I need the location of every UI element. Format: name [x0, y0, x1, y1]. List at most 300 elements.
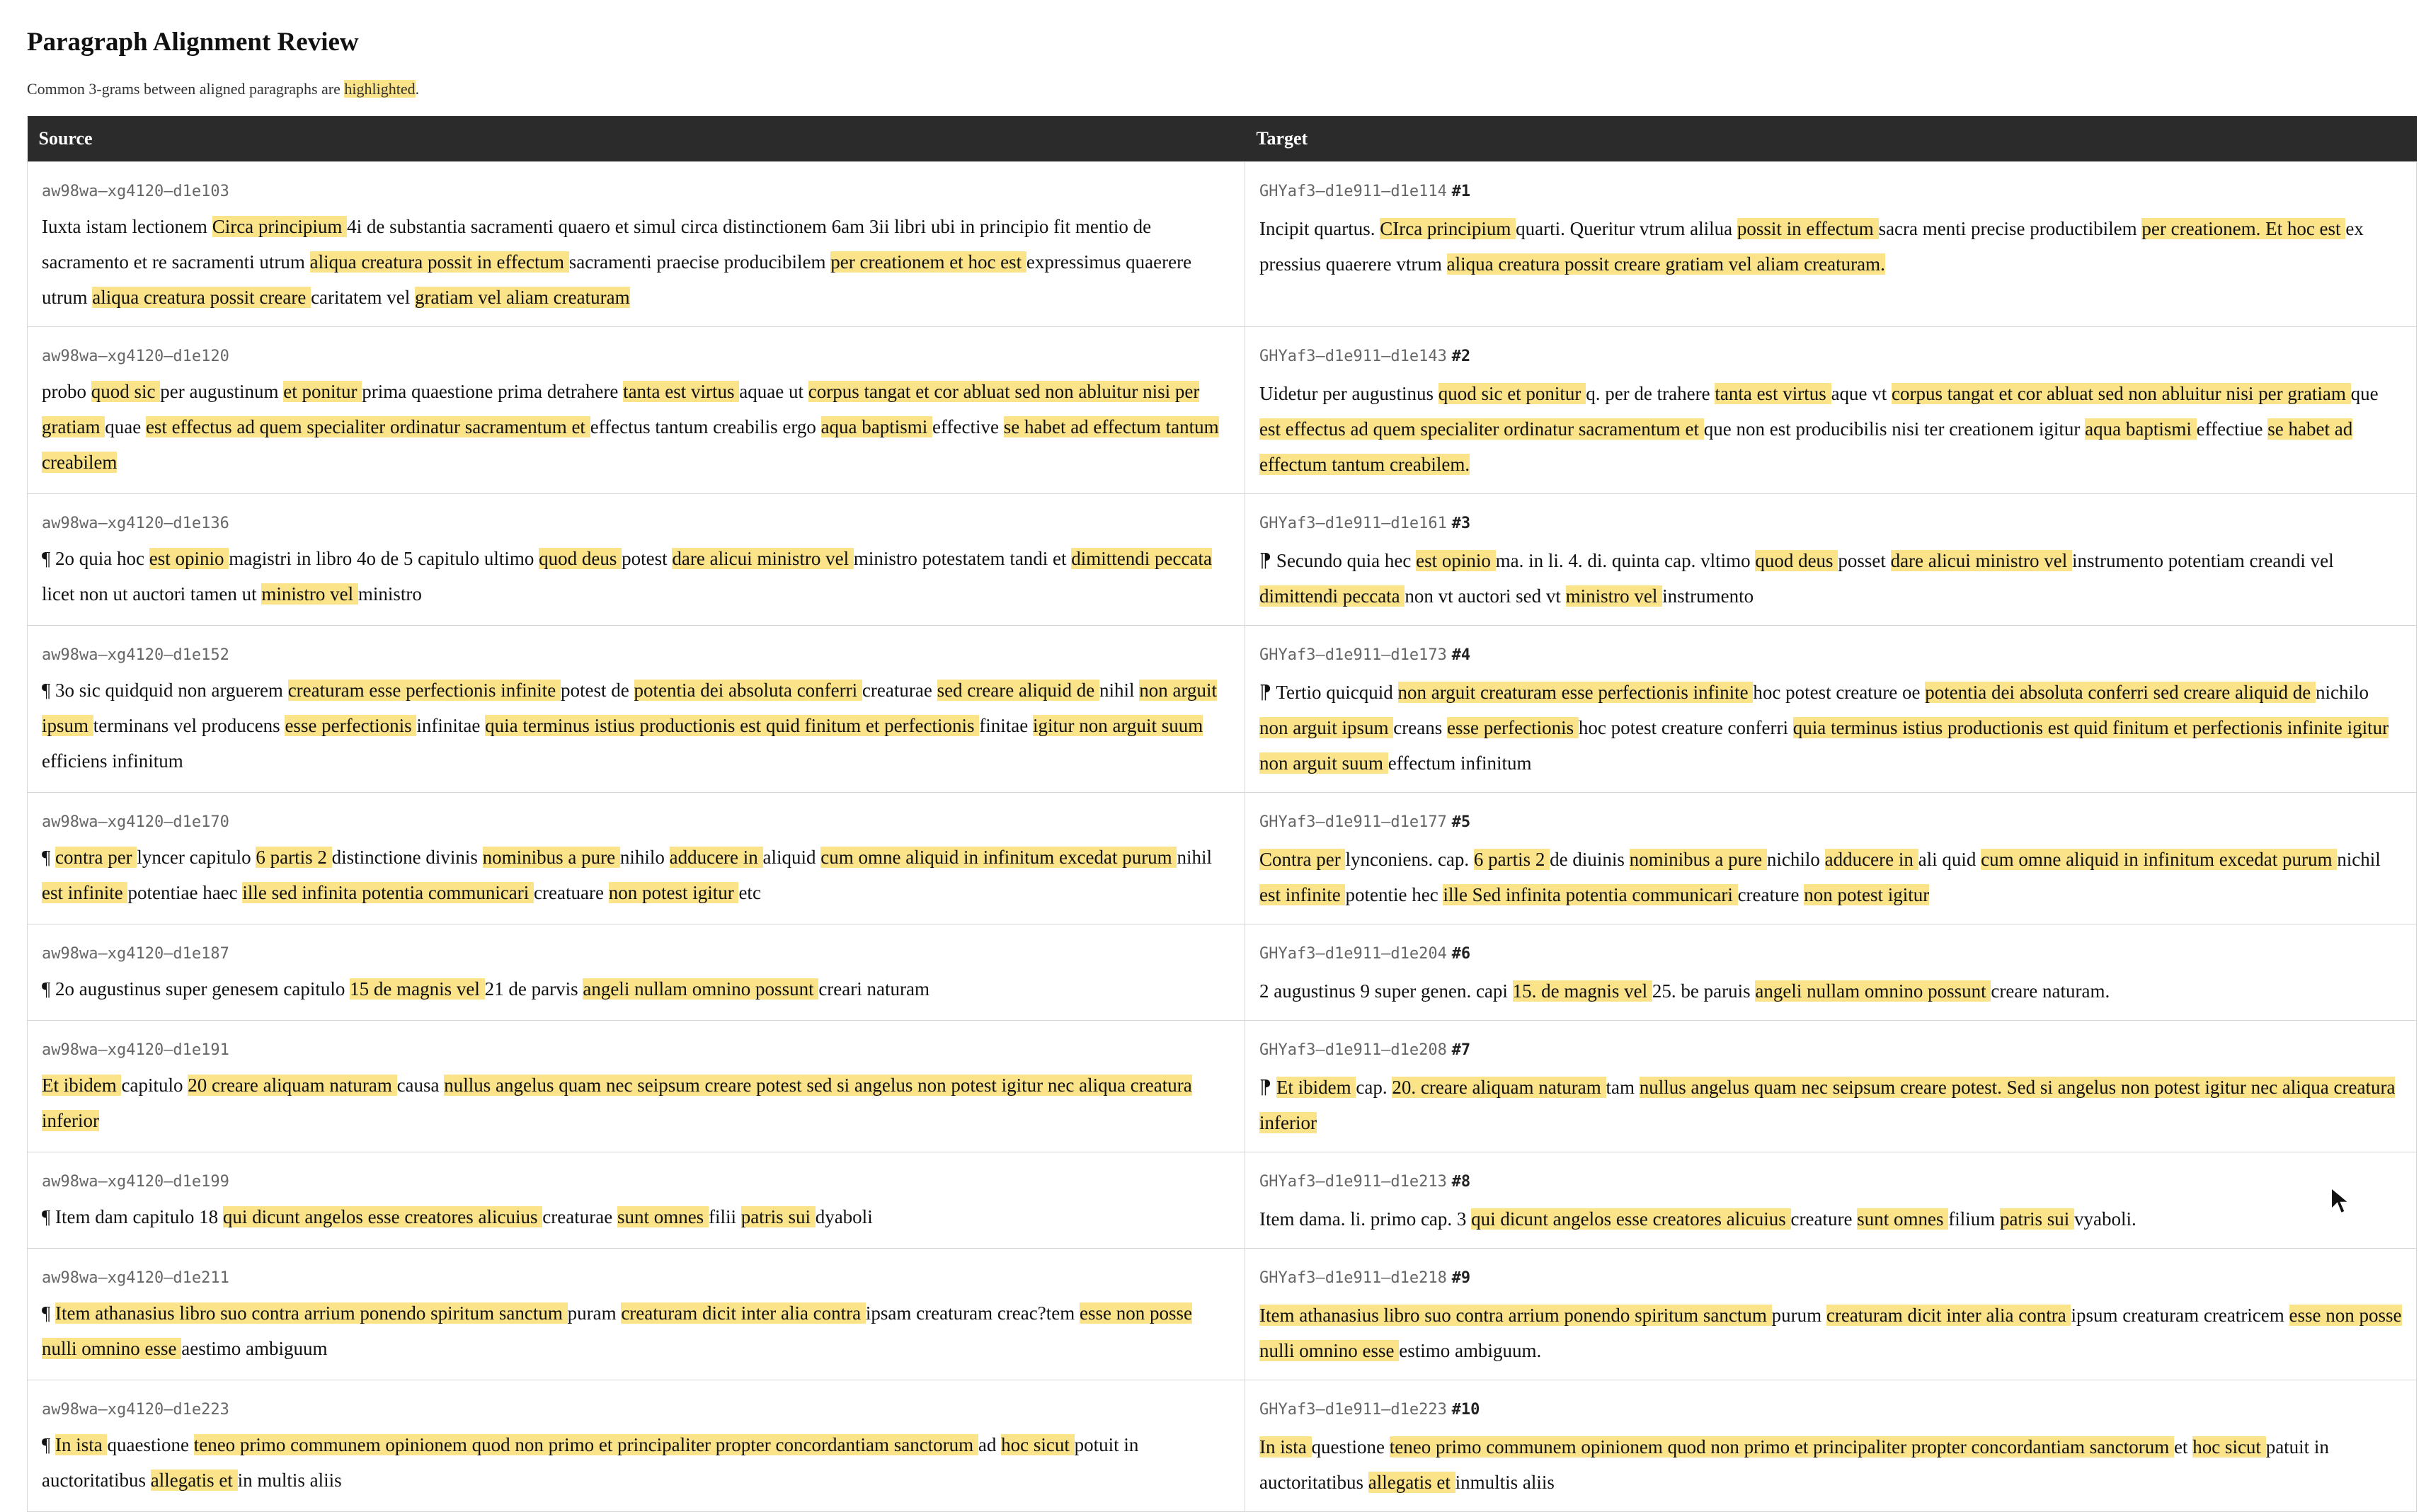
text-segment: effectiue	[2196, 418, 2268, 440]
common-trigram-highlight: aliqua creatura possit in effectum	[309, 251, 569, 273]
source-paragraph-id: aw98wa–xg4120–d1e187	[42, 945, 229, 963]
source-paragraph-meta	[42, 172, 1230, 207]
text-segment: quarti. Queritur vtrum alilua	[1516, 218, 1737, 239]
page-subtitle	[27, 78, 419, 101]
target-paragraph-id: GHYaf3–d1e911–d1e213	[1259, 1173, 1447, 1191]
text-segment: ¶ Item dam capitulo 18	[42, 1206, 223, 1227]
text-segment: caritatem vel	[311, 287, 415, 308]
common-trigram-highlight: ille Sed infinita potentia communicari	[1443, 884, 1738, 905]
text-segment: instrumento	[1662, 585, 1754, 607]
common-trigram-highlight: se habet ad effectum tantum creabilem	[42, 416, 1219, 473]
common-trigram-highlight: gratiam vel aliam creaturam	[415, 287, 630, 308]
target-paragraph-meta	[1259, 1162, 2402, 1200]
text-segment: vyaboli.	[2074, 1208, 2137, 1230]
text-segment: non vt auctori sed vt	[1405, 585, 1566, 607]
text-segment: licet non ut auctori tamen ut	[42, 583, 262, 605]
text-segment: potest de	[561, 680, 634, 701]
text-segment: distinctione divinis	[331, 847, 483, 868]
target-paragraph-text	[1259, 376, 2402, 482]
text-segment: infinitae	[416, 715, 486, 736]
text-segment: nihil	[1177, 847, 1212, 868]
text-segment: effectus tantum creabilis ergo	[590, 416, 821, 437]
common-trigram-highlight: patris sui	[1999, 1208, 2074, 1230]
text-segment: aliquid	[762, 847, 821, 868]
common-trigram-highlight: dimittendi peccata	[1071, 548, 1212, 569]
common-trigram-highlight: sunt omnes	[617, 1206, 709, 1227]
common-trigram-highlight: esse non posse nulli omnino esse	[42, 1302, 1192, 1359]
table-row	[28, 1152, 2417, 1249]
source-paragraph-meta	[42, 337, 1230, 372]
source-paragraph-meta	[42, 1259, 1230, 1294]
common-trigram-highlight: ministro vel	[261, 583, 358, 605]
common-trigram-highlight: dimittendi peccata	[1259, 585, 1405, 607]
text-segment: que non est producibilis nisi ter creationem igitur	[1703, 418, 2086, 440]
common-trigram-highlight: ille sed infinita potentia communicari	[242, 882, 534, 903]
table-row	[28, 162, 2417, 327]
table-row	[28, 1249, 2417, 1380]
text-segment: creature	[1790, 1208, 1858, 1230]
common-trigram-highlight: Et ibidem	[42, 1075, 122, 1096]
target-paragraph-meta	[1259, 934, 2402, 972]
target-paragraph-id: GHYaf3–d1e911–d1e177	[1259, 813, 1447, 831]
source-paragraph-meta	[42, 1162, 1230, 1198]
common-trigram-highlight: ministro vel	[1565, 585, 1663, 607]
text-segment: ¶	[42, 847, 55, 868]
text-segment: ipsum creaturam creatricem	[2071, 1305, 2289, 1326]
text-segment: nihilo	[619, 847, 670, 868]
common-trigram-highlight: nullus angelus quam nec seipsum creare potest. Sed si angelus non potest igitur nec aliqua creatura inferior	[1259, 1077, 2396, 1133]
target-cell	[1245, 924, 2417, 1021]
common-trigram-highlight: quod sic	[91, 381, 161, 402]
text-segment: etc	[738, 882, 761, 903]
target-paragraph-meta	[1259, 1259, 2402, 1296]
table-row	[28, 1380, 2417, 1512]
source-cell	[28, 327, 1245, 494]
subtitle-highlight-sample: highlighted	[344, 80, 416, 98]
target-cell	[1245, 494, 2417, 626]
text-segment: dyaboli	[815, 1206, 873, 1227]
target-match-number: #5	[1451, 813, 1471, 831]
common-trigram-highlight: tanta est virtus	[623, 381, 740, 402]
text-segment: 4i de substantia sacramenti quaero et simul circa distinctionem 6am 3ii libri ubi in principio fit mentio de sacramento et re sacramenti utrum	[42, 216, 1152, 273]
target-cell	[1245, 162, 2417, 327]
text-segment: potest	[622, 548, 673, 569]
text-segment: cap.	[1356, 1077, 1392, 1098]
text-segment: ⁋ Tertio quicquid	[1259, 682, 1398, 703]
text-segment: ali quid	[1918, 849, 1981, 870]
column-header-target: Target	[1245, 116, 2417, 162]
target-paragraph-id: GHYaf3–d1e911–d1e218	[1259, 1269, 1447, 1287]
common-trigram-highlight: sed creare aliquid de	[937, 680, 1099, 701]
text-segment: hoc potest creature oe	[1753, 682, 1926, 703]
text-segment: estimo ambiguum.	[1399, 1340, 1542, 1361]
target-paragraph-text	[1259, 543, 2402, 614]
text-segment: ¶	[42, 1434, 55, 1455]
source-paragraph-text	[42, 209, 1230, 315]
text-segment: aquae ut	[739, 381, 808, 402]
text-segment: 2 augustinus 9 super genen. capi	[1259, 980, 1513, 1002]
text-segment: tam	[1606, 1077, 1640, 1098]
text-segment: causa	[396, 1075, 445, 1096]
target-paragraph-text	[1259, 973, 2402, 1009]
table-row	[28, 793, 2417, 924]
text-segment: ad	[978, 1434, 1002, 1455]
table-row	[28, 494, 2417, 626]
common-trigram-highlight: aqua baptismi	[2085, 418, 2197, 440]
common-trigram-highlight: angeli nullam omnino possunt	[583, 978, 819, 1000]
target-cell	[1245, 1152, 2417, 1249]
common-trigram-highlight: igitur non arguit suum	[1032, 715, 1203, 736]
table-row	[28, 626, 2417, 793]
source-paragraph-text	[42, 672, 1230, 779]
source-cell	[28, 793, 1245, 924]
common-trigram-highlight: dare alicui ministro vel	[672, 548, 854, 569]
text-segment: ipsam creaturam creac?tem	[865, 1302, 1080, 1324]
text-segment: prima quaestione prima detrahere	[362, 381, 624, 402]
table-row	[28, 327, 2417, 494]
source-paragraph-id: aw98wa–xg4120–d1e152	[42, 646, 229, 664]
common-trigram-highlight: allegatis et	[150, 1470, 238, 1491]
common-trigram-highlight: est opinio	[1416, 550, 1496, 571]
common-trigram-highlight: quia terminus istius productionis est quid finitum et perfectionis infinite igitur non arguit suum	[1259, 717, 2389, 774]
text-segment: Uidetur per augustinus	[1259, 383, 1438, 404]
text-segment: aestimo ambiguum	[181, 1338, 328, 1359]
source-cell	[28, 1380, 1245, 1512]
source-cell	[28, 494, 1245, 626]
text-segment: patuit in auctoritatibus	[1259, 1436, 2329, 1493]
target-match-number: #9	[1451, 1269, 1471, 1287]
target-cell	[1245, 327, 2417, 494]
common-trigram-highlight: potentia dei absoluta conferri	[634, 680, 862, 701]
common-trigram-highlight: nullus angelus quam nec seipsum creare potest sed si angelus non potest igitur nec aliqua creatura inferior	[42, 1075, 1192, 1131]
alignment-table-wrapper	[27, 116, 2417, 1512]
target-cell	[1245, 1249, 2417, 1380]
source-paragraph-id: aw98wa–xg4120–d1e191	[42, 1041, 229, 1059]
text-segment: effective	[932, 416, 1004, 437]
text-segment: potentiae haec	[127, 882, 243, 903]
text-segment: ⁋ Secundo quia hec	[1259, 550, 1417, 571]
common-trigram-highlight: Contra per	[1259, 849, 1346, 870]
common-trigram-highlight: esse non posse nulli omnino esse	[1259, 1305, 2402, 1361]
target-paragraph-id: GHYaf3–d1e911–d1e208	[1259, 1041, 1447, 1059]
common-trigram-highlight: tanta est virtus	[1715, 383, 1831, 404]
source-paragraph-text	[42, 1427, 1230, 1498]
text-segment: nichilo	[2316, 682, 2369, 703]
source-paragraph-id: aw98wa–xg4120–d1e170	[42, 813, 229, 831]
common-trigram-highlight: CIrca principium	[1380, 218, 1516, 239]
subtitle-period: .	[415, 80, 420, 98]
common-trigram-highlight: 6 partis 2	[256, 847, 332, 868]
common-trigram-highlight: adducere in	[669, 847, 763, 868]
target-match-number: #6	[1451, 945, 1471, 963]
common-trigram-highlight: non potest igitur	[1804, 884, 1930, 905]
common-trigram-highlight: 6 partis 2	[1473, 849, 1550, 870]
text-segment: terminans vel producens	[93, 715, 285, 736]
common-trigram-highlight: esse perfectionis	[1446, 717, 1579, 738]
target-paragraph-id: GHYaf3–d1e911–d1e143	[1259, 348, 1447, 365]
text-segment: nichil	[2337, 849, 2381, 870]
source-paragraph-id: aw98wa–xg4120–d1e103	[42, 183, 229, 200]
source-cell	[28, 1249, 1245, 1380]
target-paragraph-meta	[1259, 1390, 2402, 1428]
text-segment: potuit in auctoritatibus	[42, 1434, 1139, 1491]
common-trigram-highlight: hoc sicut	[2192, 1436, 2266, 1457]
text-segment: lynconiens. cap.	[1345, 849, 1474, 870]
source-paragraph-text	[42, 1199, 1230, 1235]
common-trigram-highlight: potentia dei absoluta conferri sed creare aliquid de	[1925, 682, 2316, 703]
target-paragraph-meta	[1259, 504, 2402, 542]
common-trigram-highlight: est infinite	[42, 882, 128, 903]
target-paragraph-text	[1259, 842, 2402, 912]
source-paragraph-id: aw98wa–xg4120–d1e223	[42, 1401, 229, 1419]
common-trigram-highlight: 20 creare aliquam naturam	[188, 1075, 397, 1096]
source-paragraph-meta	[42, 1031, 1230, 1066]
common-trigram-highlight: teneo primo communem opinionem quod non primo et principaliter propter concordantiam sanctorum	[1389, 1436, 2174, 1457]
target-paragraph-id: GHYaf3–d1e911–d1e114	[1259, 183, 1447, 200]
text-segment: nichilo	[1766, 849, 1825, 870]
target-paragraph-text	[1259, 675, 2402, 781]
common-trigram-highlight: corpus tangat et cor abluat sed non abluitur nisi per gratiam	[1892, 383, 2351, 404]
text-segment: lyncer capitulo	[137, 847, 256, 868]
alignment-table	[27, 116, 2417, 1512]
common-trigram-highlight: non potest igitur	[608, 882, 739, 903]
common-trigram-highlight: Et ibidem	[1276, 1077, 1356, 1098]
text-segment: ⁋	[1259, 1077, 1276, 1098]
common-trigram-highlight: est opinio	[149, 548, 229, 569]
target-paragraph-meta	[1259, 803, 2402, 840]
text-segment: creari naturam	[818, 978, 930, 1000]
target-cell	[1245, 626, 2417, 793]
common-trigram-highlight: est infinite	[1259, 884, 1346, 905]
target-match-number: #2	[1451, 348, 1471, 365]
text-segment: quaestione	[107, 1434, 194, 1455]
common-trigram-highlight: non arguit creaturam esse perfectionis infinite	[1397, 682, 1754, 703]
column-header-source: Source	[28, 116, 1245, 162]
source-paragraph-meta	[42, 803, 1230, 838]
common-trigram-highlight: dare alicui ministro vel	[1890, 550, 2072, 571]
common-trigram-highlight: In ista	[1259, 1436, 1312, 1457]
common-trigram-highlight: per creationem et hoc est	[830, 251, 1026, 273]
target-match-number: #1	[1451, 183, 1471, 200]
common-trigram-highlight: allegatis et	[1368, 1472, 1455, 1493]
text-segment: effectum infinitum	[1388, 752, 1532, 774]
table-header-row	[28, 116, 2417, 162]
common-trigram-highlight: non arguit ipsum	[42, 680, 1217, 736]
source-paragraph-id: aw98wa–xg4120–d1e199	[42, 1173, 229, 1191]
common-trigram-highlight: 15. de magnis vel	[1512, 980, 1652, 1002]
common-trigram-highlight: creaturam esse perfectionis infinite	[287, 680, 561, 701]
source-paragraph-text	[42, 541, 1230, 612]
source-paragraph-id: aw98wa–xg4120–d1e211	[42, 1269, 229, 1287]
text-segment: capitulo	[121, 1075, 188, 1096]
common-trigram-highlight: quod deus	[1755, 550, 1838, 571]
source-paragraph-meta	[42, 1390, 1230, 1426]
target-match-number: #7	[1451, 1041, 1471, 1059]
common-trigram-highlight: teneo primo communem opinionem quod non primo et principaliter propter concordantiam sanctorum	[193, 1434, 978, 1455]
target-paragraph-meta	[1259, 1031, 2402, 1068]
text-segment: creaturae	[542, 1206, 617, 1227]
target-cell	[1245, 1021, 2417, 1152]
common-trigram-highlight: hoc sicut	[1001, 1434, 1075, 1455]
common-trigram-highlight: corpus tangat et cor abluat sed non abluitur nisi per gratiam	[42, 381, 1200, 437]
common-trigram-highlight: qui dicunt angelos esse creatores alicuius	[1471, 1208, 1791, 1230]
common-trigram-highlight: per creationem. Et hoc est	[2141, 218, 2346, 239]
common-trigram-highlight: se habet ad effectum tantum creabilem.	[1259, 418, 2353, 475]
text-segment: hoc potest creature conferri	[1578, 717, 1793, 738]
target-paragraph-meta	[1259, 636, 2402, 673]
target-paragraph-text	[1259, 1070, 2402, 1140]
target-match-number: #3	[1451, 515, 1471, 532]
target-paragraph-id: GHYaf3–d1e911–d1e173	[1259, 646, 1447, 664]
common-trigram-highlight: aliqua creatura possit creare gratiam vel aliam creaturam.	[1446, 253, 1885, 275]
common-trigram-highlight: Item athanasius libro suo contra arrium ponendo spiritum sanctum	[55, 1302, 568, 1324]
text-segment: 21 de parvis	[484, 978, 583, 1000]
common-trigram-highlight: est effectus ad quem specialiter ordinatur sacramentum et	[1259, 418, 1704, 440]
text-segment: ma. in li. 4. di. quinta cap. vltimo	[1495, 550, 1756, 571]
common-trigram-highlight: esse perfectionis	[285, 715, 417, 736]
target-match-number: #4	[1451, 646, 1471, 664]
text-segment: ministro potestatem tandi et	[853, 548, 1072, 569]
text-segment: puram	[567, 1302, 622, 1324]
text-segment: finitae	[979, 715, 1033, 736]
source-paragraph-id: aw98wa–xg4120–d1e120	[42, 348, 229, 365]
common-trigram-highlight: angeli nullam omnino possunt	[1755, 980, 1991, 1002]
text-segment: probo	[42, 381, 91, 402]
source-paragraph-meta	[42, 636, 1230, 671]
common-trigram-highlight: In ista	[55, 1434, 108, 1455]
text-segment: Incipit quartus.	[1259, 218, 1380, 239]
common-trigram-highlight: Circa principium	[212, 216, 348, 237]
common-trigram-highlight: patris sui	[740, 1206, 816, 1227]
target-match-number: #8	[1451, 1173, 1471, 1191]
source-cell	[28, 924, 1245, 1021]
common-trigram-highlight: possit in effectum	[1737, 218, 1879, 239]
source-paragraph-meta	[42, 504, 1230, 539]
common-trigram-highlight: creaturam dicit inter alia contra	[621, 1302, 866, 1324]
common-trigram-highlight: creaturam dicit inter alia contra	[1826, 1305, 2071, 1326]
source-paragraph-meta	[42, 934, 1230, 970]
text-segment: ¶ 2o quia hoc	[42, 548, 149, 569]
text-segment: Item dama. li. primo cap. 3	[1259, 1208, 1472, 1230]
text-segment: nihil	[1099, 680, 1140, 701]
target-paragraph-id: GHYaf3–d1e911–d1e204	[1259, 945, 1447, 963]
target-paragraph-text	[1259, 1201, 2402, 1237]
target-paragraph-meta	[1259, 337, 2402, 374]
text-segment: que	[2350, 383, 2379, 404]
text-segment: ¶ 3o sic quidquid non arguerem	[42, 680, 288, 701]
common-trigram-highlight: sunt omnes	[1857, 1208, 1949, 1230]
text-segment: posset	[1838, 550, 1891, 571]
target-cell	[1245, 1380, 2417, 1512]
common-trigram-highlight: Item athanasius libro suo contra arrium ponendo spiritum sanctum	[1259, 1305, 1772, 1326]
text-segment: magistri in libro 4o de 5 capitulo ultimo	[229, 548, 539, 569]
common-trigram-highlight: est effectus ad quem specialiter ordinatur sacramentum et	[145, 416, 590, 437]
text-segment: creaturae	[862, 680, 937, 701]
common-trigram-highlight: aqua baptismi	[820, 416, 933, 437]
text-segment: creatuare	[534, 882, 609, 903]
source-cell	[28, 1021, 1245, 1152]
source-cell	[28, 1152, 1245, 1249]
common-trigram-highlight: quod deus	[539, 548, 622, 569]
source-paragraph-text	[42, 1295, 1230, 1366]
common-trigram-highlight: cum omne aliquid in infinitum excedat purum	[1981, 849, 2338, 870]
text-segment: ministro	[358, 583, 422, 605]
text-segment: 25. be paruis	[1652, 980, 1756, 1002]
text-segment: in multis aliis	[237, 1470, 342, 1491]
text-segment: et	[2173, 1436, 2193, 1457]
alignment-rows	[28, 162, 2417, 1512]
text-segment: inmultis aliis	[1455, 1472, 1555, 1493]
source-paragraph-text	[42, 1067, 1230, 1138]
common-trigram-highlight: et ponitur	[283, 381, 362, 402]
text-segment: de diuinis	[1550, 849, 1630, 870]
text-segment: purum	[1771, 1305, 1826, 1326]
text-segment: sacra menti precise productibilem	[1878, 218, 2142, 239]
common-trigram-highlight: 20. creare aliquam naturam	[1392, 1077, 1606, 1098]
text-segment: creare naturam.	[1991, 980, 2110, 1002]
common-trigram-highlight: nominibus a pure	[482, 847, 620, 868]
text-segment: sacramenti praecise producibilem	[568, 251, 831, 273]
text-segment: aque vt	[1831, 383, 1892, 404]
text-segment: creature	[1737, 884, 1804, 905]
text-segment: per augustinum	[160, 381, 284, 402]
target-paragraph-text	[1259, 1298, 2402, 1368]
source-cell	[28, 626, 1245, 793]
common-trigram-highlight: cum omne aliquid in infinitum excedat purum	[820, 847, 1177, 868]
source-paragraph-text	[42, 840, 1230, 910]
source-paragraph-text	[42, 374, 1230, 480]
text-segment: filium	[1948, 1208, 2000, 1230]
text-segment: expressimus quaerere utrum	[42, 251, 1192, 308]
common-trigram-highlight: aliqua creatura possit creare	[92, 287, 311, 308]
mouse-pointer-icon	[2329, 1186, 2353, 1215]
target-paragraph-id: GHYaf3–d1e911–d1e161	[1259, 515, 1447, 532]
text-segment: ¶	[42, 1302, 55, 1324]
common-trigram-highlight: adducere in	[1824, 849, 1918, 870]
common-trigram-highlight: contra per	[55, 847, 137, 868]
common-trigram-highlight: quod sic et ponitur	[1438, 383, 1586, 404]
text-segment: filii	[708, 1206, 741, 1227]
source-paragraph-text	[42, 971, 1230, 1007]
common-trigram-highlight: nominibus a pure	[1629, 849, 1767, 870]
text-segment: ex pressius quaerere vtrum	[1259, 218, 2364, 275]
target-paragraph-text	[1259, 1429, 2402, 1500]
text-segment: questione	[1311, 1436, 1390, 1457]
text-segment: q. per de trahere	[1586, 383, 1715, 404]
target-match-number: #10	[1451, 1401, 1480, 1419]
common-trigram-highlight: non arguit ipsum	[1259, 717, 1394, 738]
common-trigram-highlight: qui dicunt angelos esse creatores alicuius	[222, 1206, 543, 1227]
table-row	[28, 924, 2417, 1021]
text-segment: instrumento potentiam creandi vel	[2072, 550, 2334, 571]
source-paragraph-id: aw98wa–xg4120–d1e136	[42, 515, 229, 532]
text-segment: Iuxta istam lectionem	[42, 216, 212, 237]
text-segment: potentie hec	[1345, 884, 1443, 905]
text-segment: efficiens infinitum	[42, 750, 183, 772]
common-trigram-highlight: 15 de magnis vel	[350, 978, 485, 1000]
target-cell	[1245, 793, 2417, 924]
text-segment: ¶ 2o augustinus super genesem capitulo	[42, 978, 350, 1000]
source-cell	[28, 162, 1245, 327]
text-segment: quae	[105, 416, 146, 437]
common-trigram-highlight: quia terminus istius productionis est quid finitum et perfectionis	[485, 715, 980, 736]
target-paragraph-text	[1259, 211, 2402, 282]
page-title: Paragraph Alignment Review	[27, 28, 359, 57]
target-paragraph-id: GHYaf3–d1e911–d1e223	[1259, 1401, 1447, 1419]
subtitle-text: Common 3-grams between aligned paragraphs are	[27, 80, 345, 98]
table-row	[28, 1021, 2417, 1152]
target-paragraph-meta	[1259, 172, 2402, 210]
